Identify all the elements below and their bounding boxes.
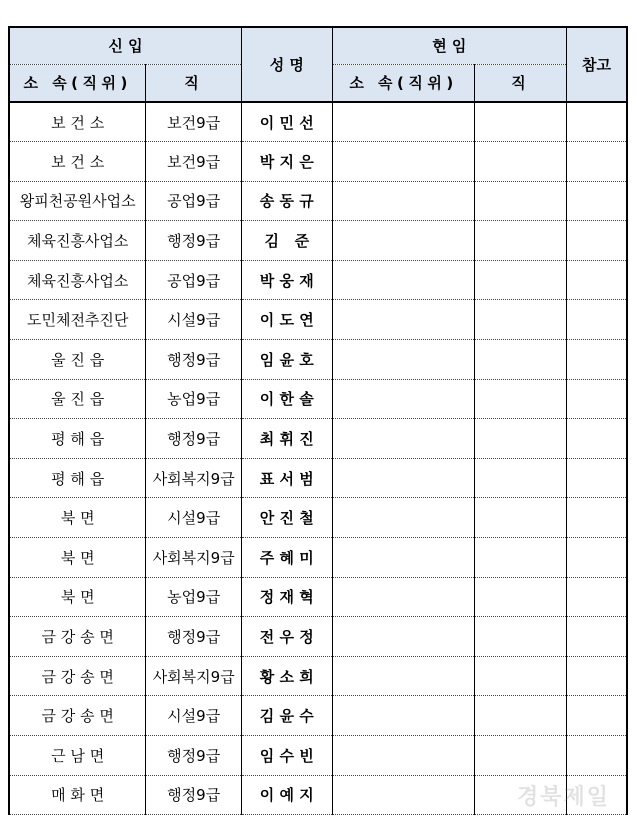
note-cell bbox=[567, 577, 627, 617]
current-affiliation-cell bbox=[332, 260, 475, 300]
note-cell bbox=[567, 498, 627, 538]
current-rank-cell bbox=[475, 617, 567, 657]
current-affiliation-cell bbox=[332, 696, 475, 736]
rank-cell: 시설9급 bbox=[146, 300, 242, 340]
note-cell bbox=[567, 181, 627, 221]
current-rank-cell bbox=[475, 419, 567, 459]
note-cell bbox=[567, 379, 627, 419]
note-cell bbox=[567, 340, 627, 380]
affiliation-cell: 보 건 소 bbox=[9, 102, 146, 142]
name-cell: 이민선 bbox=[242, 102, 333, 142]
table-row bbox=[9, 696, 627, 736]
rank-cell: 사회복지9급 bbox=[146, 458, 242, 498]
new-rank-header: 직 bbox=[146, 64, 242, 102]
affiliation-cell: 왕피천공원사업소 bbox=[9, 181, 146, 221]
affiliation-cell: 북 면 bbox=[9, 577, 146, 617]
name-cell: 표서범 bbox=[242, 458, 333, 498]
current-rank-cell bbox=[475, 696, 567, 736]
note-cell bbox=[567, 300, 627, 340]
rank-cell: 공업9급 bbox=[146, 260, 242, 300]
current-affiliation-cell bbox=[332, 181, 475, 221]
table-row bbox=[9, 577, 627, 617]
table-row bbox=[9, 142, 627, 182]
name-header: 성 명 bbox=[242, 27, 333, 102]
affiliation-cell: 울 진 읍 bbox=[9, 340, 146, 380]
rank-cell: 시설9급 bbox=[146, 498, 242, 538]
affiliation-cell: 체육진흥사업소 bbox=[9, 221, 146, 261]
affiliation-cell: 금 강 송 면 bbox=[9, 617, 146, 657]
table-row bbox=[9, 102, 627, 142]
current-rank-cell bbox=[475, 102, 567, 142]
affiliation-cell: 도민체전추진단 bbox=[9, 300, 146, 340]
rank-cell: 행정9급 bbox=[146, 736, 242, 776]
affiliation-cell: 울 진 읍 bbox=[9, 379, 146, 419]
name-cell: 황소희 bbox=[242, 656, 333, 696]
affiliation-cell: 매 화 면 bbox=[9, 775, 146, 815]
current-affiliation-cell bbox=[332, 340, 475, 380]
current-affiliation-cell bbox=[332, 102, 475, 142]
new-appointment-header: 신 입 bbox=[9, 27, 242, 64]
current-appointment-header: 현 임 bbox=[332, 27, 567, 64]
affiliation-cell: 평 해 읍 bbox=[9, 458, 146, 498]
name-cell: 전우정 bbox=[242, 617, 333, 657]
rank-cell: 행정9급 bbox=[146, 340, 242, 380]
current-rank-cell bbox=[475, 458, 567, 498]
affiliation-cell: 북 면 bbox=[9, 538, 146, 578]
name-cell: 이예지 bbox=[242, 775, 333, 815]
table-row bbox=[9, 617, 627, 657]
name-cell: 김 준 bbox=[242, 221, 333, 261]
note-cell bbox=[567, 736, 627, 776]
rank-cell: 행정9급 bbox=[146, 617, 242, 657]
table-row bbox=[9, 419, 627, 459]
current-affiliation-cell bbox=[332, 221, 475, 261]
table-body bbox=[9, 102, 627, 815]
table-row bbox=[9, 458, 627, 498]
affiliation-cell: 평 해 읍 bbox=[9, 419, 146, 459]
note-cell bbox=[567, 102, 627, 142]
table-row bbox=[9, 181, 627, 221]
current-rank-cell bbox=[475, 656, 567, 696]
rank-cell: 농업9급 bbox=[146, 577, 242, 617]
name-cell: 이한솔 bbox=[242, 379, 333, 419]
name-cell: 박지은 bbox=[242, 142, 333, 182]
current-rank-cell bbox=[475, 379, 567, 419]
current-affiliation-cell bbox=[332, 458, 475, 498]
note-cell bbox=[567, 419, 627, 459]
rank-cell: 시설9급 bbox=[146, 696, 242, 736]
current-affiliation-cell bbox=[332, 300, 475, 340]
current-affiliation-cell bbox=[332, 142, 475, 182]
name-cell: 박웅재 bbox=[242, 260, 333, 300]
table-row bbox=[9, 498, 627, 538]
current-affiliation-cell bbox=[332, 736, 475, 776]
name-cell: 최휘진 bbox=[242, 419, 333, 459]
current-affiliation-cell bbox=[332, 379, 475, 419]
current-affiliation-cell bbox=[332, 498, 475, 538]
rank-cell: 보건9급 bbox=[146, 102, 242, 142]
current-affiliation-cell bbox=[332, 775, 475, 815]
rank-cell: 사회복지9급 bbox=[146, 538, 242, 578]
note-cell bbox=[567, 458, 627, 498]
note-header: 참고 bbox=[567, 27, 627, 102]
affiliation-cell: 체육진흥사업소 bbox=[9, 260, 146, 300]
name-cell: 주혜미 bbox=[242, 538, 333, 578]
current-rank-cell bbox=[475, 538, 567, 578]
current-affiliation-cell bbox=[332, 617, 475, 657]
table-row bbox=[9, 736, 627, 776]
name-cell: 정재혁 bbox=[242, 577, 333, 617]
note-cell bbox=[567, 538, 627, 578]
current-rank-cell bbox=[475, 181, 567, 221]
affiliation-cell: 근 남 면 bbox=[9, 736, 146, 776]
rank-cell: 행정9급 bbox=[146, 221, 242, 261]
name-cell: 송동규 bbox=[242, 181, 333, 221]
current-rank-cell bbox=[475, 577, 567, 617]
table-row bbox=[9, 300, 627, 340]
current-rank-cell bbox=[475, 221, 567, 261]
rank-cell: 농업9급 bbox=[146, 379, 242, 419]
note-cell bbox=[567, 221, 627, 261]
name-cell: 임수빈 bbox=[242, 736, 333, 776]
current-rank-cell bbox=[475, 340, 567, 380]
note-cell bbox=[567, 656, 627, 696]
appointment-table bbox=[8, 26, 628, 815]
note-cell bbox=[567, 142, 627, 182]
current-affiliation-header: 소 속(직위) bbox=[332, 64, 475, 102]
new-affiliation-header: 소 속(직위) bbox=[9, 64, 146, 102]
current-affiliation-cell bbox=[332, 538, 475, 578]
affiliation-cell: 북 면 bbox=[9, 498, 146, 538]
table-row bbox=[9, 340, 627, 380]
table-row bbox=[9, 221, 627, 261]
note-cell bbox=[567, 617, 627, 657]
table-row bbox=[9, 260, 627, 300]
rank-cell: 공업9급 bbox=[146, 181, 242, 221]
watermark-logo: 경북제일 bbox=[516, 785, 610, 810]
rank-cell: 행정9급 bbox=[146, 419, 242, 459]
name-cell: 안진철 bbox=[242, 498, 333, 538]
current-rank-cell bbox=[475, 498, 567, 538]
affiliation-cell: 금 강 송 면 bbox=[9, 696, 146, 736]
current-rank-cell bbox=[475, 300, 567, 340]
affiliation-cell: 보 건 소 bbox=[9, 142, 146, 182]
current-rank-cell bbox=[475, 260, 567, 300]
name-cell: 임윤호 bbox=[242, 340, 333, 380]
current-affiliation-cell bbox=[332, 419, 475, 459]
note-cell bbox=[567, 696, 627, 736]
table-row bbox=[9, 379, 627, 419]
current-rank-cell bbox=[475, 736, 567, 776]
table-row bbox=[9, 656, 627, 696]
rank-cell: 행정9급 bbox=[146, 775, 242, 815]
note-cell bbox=[567, 260, 627, 300]
rank-cell: 사회복지9급 bbox=[146, 656, 242, 696]
current-rank-cell bbox=[475, 142, 567, 182]
current-rank-header: 직 bbox=[475, 64, 567, 102]
current-affiliation-cell bbox=[332, 656, 475, 696]
table-row bbox=[9, 538, 627, 578]
current-affiliation-cell bbox=[332, 577, 475, 617]
rank-cell: 보건9급 bbox=[146, 142, 242, 182]
name-cell: 이도연 bbox=[242, 300, 333, 340]
name-cell: 김윤수 bbox=[242, 696, 333, 736]
affiliation-cell: 금 강 송 면 bbox=[9, 656, 146, 696]
